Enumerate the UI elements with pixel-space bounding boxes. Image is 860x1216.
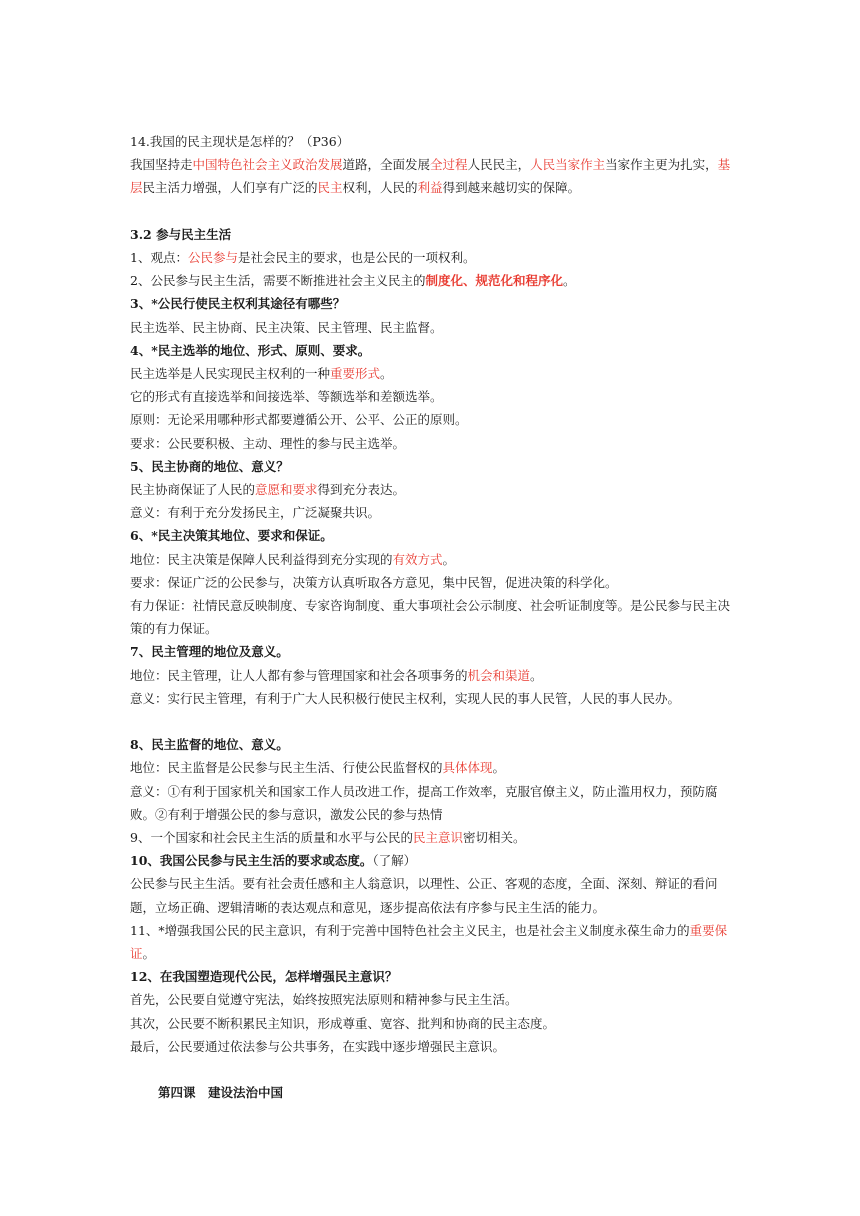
item-11	[130, 919, 735, 965]
heading: 8、民主监督的地位、意义。	[130, 737, 289, 753]
text: 地位：民主监督是公民参与民主生活、行使公民监督权的	[130, 760, 443, 776]
heading: 10、我国公民参与民主生活的要求或态度。	[130, 853, 373, 869]
text: 地位：民主决策是保障人民利益得到充分实现的	[130, 551, 393, 567]
item-3-title: 3、*公民行使民主权利其途径有哪些？	[130, 296, 346, 312]
keyword: 重要形式	[330, 366, 381, 382]
note: （了解）	[372, 853, 417, 869]
text: 道路，全面发展	[342, 157, 431, 173]
item-10-title	[130, 849, 735, 872]
item-12-title: 12、在我国塑造现代公民，怎样增强民主意识？	[130, 969, 398, 985]
keyword: 基层	[130, 157, 731, 196]
item-4-principle: 原则：无论采用哪种形式都要遵循公开、公平、公正的原则。	[130, 412, 468, 428]
keyword: 中国特色社会主义政治发展	[192, 157, 343, 173]
keyword: 全过程	[430, 157, 468, 173]
spacer	[130, 710, 735, 733]
item-2	[130, 269, 735, 292]
keyword: 公民参与	[187, 250, 238, 265]
text: 11、*增强我国公民的民主意识，有利于完善中国特色社会主义民主，也是社会主义制度永葆生命力的	[130, 922, 690, 938]
text: 2、公民参与民主生活，需要不断推进社会主义民主的	[130, 273, 426, 289]
item-5-meaning: 意义：有利于充分发扬民主，广泛凝聚共识。	[130, 505, 381, 521]
item-12-first: 首先，公民要自觉遵守宪法，始终按照宪法原则和精神参与民主生活。	[130, 992, 518, 1008]
item-1	[130, 246, 735, 269]
item-5-title: 5、民主协商的地位、意义？	[130, 458, 289, 474]
keyword: 具体体现	[442, 760, 493, 776]
item-3-answer: 民主选举、民主协商、民主决策、民主管理、民主监督。	[130, 319, 443, 335]
item-6-guarantee: 有力保证：社情民意反映制度、专家咨询制度、重大事项社会公示制度、社会听证制度等。是公民参与民主决策的有力保证。	[130, 598, 731, 637]
text: 得到充分表达。	[317, 482, 406, 498]
item-10-answer: 公民参与民主生活。要有社会责任感和主人翁意识，以理性、公正、客观的态度，全面、深刻、辩证的看问题，立场正确、逻辑清晰的表达观点和意见，逐步提高依法有序参与民主生活的能力。	[130, 876, 718, 915]
item-6-status	[130, 548, 735, 571]
text: 。	[442, 551, 456, 567]
text: 地位：民主管理，让人人都有参与管理国家和社会各项事务的	[130, 667, 468, 683]
text: 民主活力增强，人们享有广泛的	[142, 180, 318, 196]
item-9	[130, 826, 735, 849]
text: 当家作主更为扎实，	[605, 157, 718, 173]
keyword: 人民当家作主	[530, 157, 606, 173]
text: 。	[530, 667, 543, 683]
section-title: 3.2 参与民主生活	[130, 226, 232, 242]
q14-answer	[130, 153, 735, 199]
document-page	[130, 130, 735, 1104]
text: 9、一个国家和社会民主生活的质量和水平与公民的	[130, 830, 413, 846]
text: 人民民主，	[467, 157, 531, 173]
text: 我国坚持走	[130, 157, 193, 173]
text: 1、观点：	[130, 250, 188, 265]
lesson-title: 第四课 建设法治中国	[158, 1085, 284, 1101]
keyword: 民主	[317, 180, 343, 196]
item-12-last: 最后，公民要通过依法参与公共事务，在实践中逐步增强民主意识。	[130, 1038, 506, 1054]
text: 。	[142, 946, 156, 962]
keyword: 意愿和要求	[255, 482, 318, 498]
text: 权利，人民的	[342, 180, 418, 196]
text: 。	[380, 366, 393, 382]
text: 得到越来越切实的保障。	[442, 180, 581, 196]
item-7-title: 7、民主管理的地位及意义。	[130, 644, 289, 660]
spacer	[130, 1058, 735, 1081]
text: 民主选举是人民实现民主权利的一种	[130, 366, 331, 382]
text: 。	[492, 760, 506, 776]
keyword: 有效方式	[392, 551, 443, 567]
item-5-status	[130, 478, 735, 501]
q14-title: 14.我国的民主现状是怎样的？（P36）	[130, 134, 350, 149]
keyword: 机会和渠道	[467, 667, 531, 683]
keyword: 民主意识	[412, 830, 463, 846]
text: 是社会民主的要求，也是公民的一项权利。	[237, 250, 476, 265]
item-8-status	[130, 756, 735, 779]
text: 。	[562, 273, 576, 289]
item-6-requirement: 要求：保证广泛的公民参与，决策方认真听取各方意见，集中民智，促进决策的科学化。	[130, 574, 618, 590]
item-4-title: 4、*民主选举的地位、形式、原则、要求。	[130, 342, 371, 358]
item-7-status	[130, 664, 735, 687]
item-4-form: 它的形式有直接选举和间接选举、等额选举和差额选举。	[130, 389, 443, 405]
item-7-meaning: 意义：实行民主管理，有利于广大人民积极行使民主权利，实现人民的事人民管，人民的事人民办。	[130, 690, 681, 706]
item-4-requirement: 要求：公民要积极、主动、理性的参与民主选举。	[130, 435, 406, 451]
item-6-title: 6、*民主决策其地位、要求和保证。	[130, 528, 333, 544]
spacer	[130, 200, 735, 223]
item-4-status	[130, 362, 735, 385]
keyword: 制度化、规范化和程序化	[425, 273, 563, 289]
item-12-second: 其次，公民要不断积累民主知识，形成尊重、宽容、批判和协商的民主态度。	[130, 1015, 556, 1031]
text: 密切相关。	[462, 830, 526, 846]
item-8-title	[130, 733, 735, 756]
text: 民主协商保证了人民的	[130, 482, 256, 498]
keyword: 重要保证	[130, 922, 728, 962]
keyword: 利益	[417, 180, 443, 196]
item-8-meaning: 意义：①有利于国家机关和国家工作人员改进工作，提高工作效率，克服官僚主义，防止滥用权力，预防腐败。②有利于增强公民的参与意识，激发公民的参与热情	[130, 783, 718, 822]
